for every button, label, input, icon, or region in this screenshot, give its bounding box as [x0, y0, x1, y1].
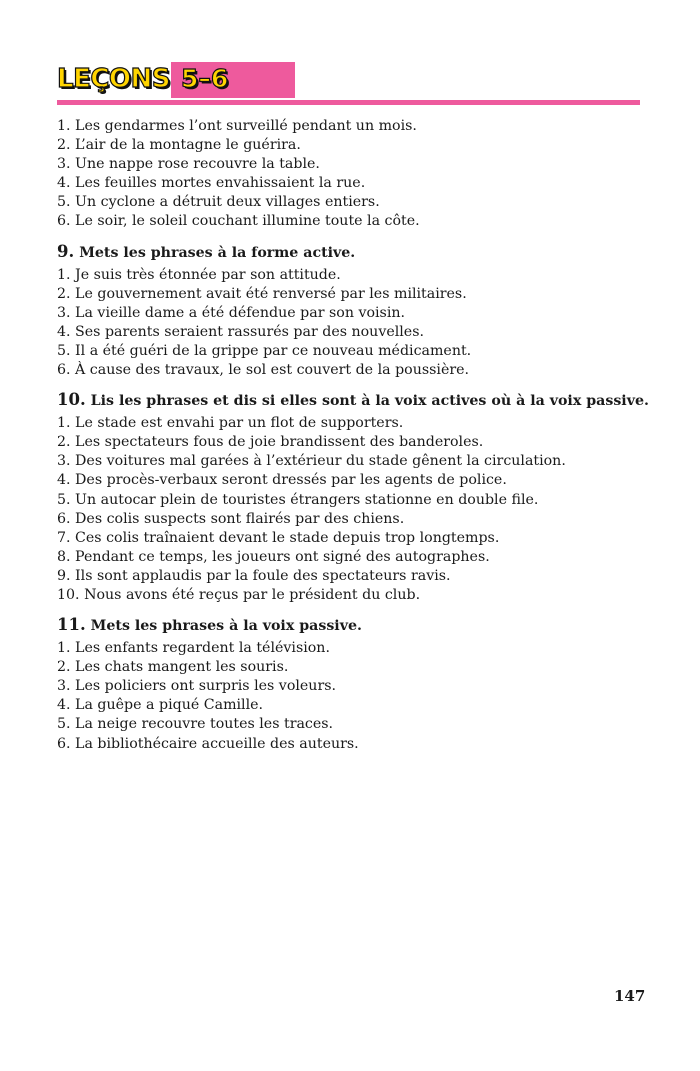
list-item: 2. Les chats mangent les souris.	[57, 659, 289, 676]
page-header	[57, 62, 640, 106]
list-item: 4. La guêpe a piqué Camille.	[57, 697, 264, 714]
list-item: 1. Les enfants regardent la télévision.	[57, 640, 330, 657]
page-number: 147	[614, 987, 646, 1005]
list-item: 6. À cause des travaux, le sol est couvert de la poussière.	[57, 362, 470, 379]
exercise-9-instruction: Mets les phrases à la forme active.	[79, 244, 356, 261]
list-item: 4. Des procès-verbaux seront dressés par les agents de police.	[57, 472, 507, 489]
list-item: 5. Il a été guéri de la grippe par ce nouveau médicament.	[57, 342, 472, 359]
list-item: 3. La vieille dame a été défendue par son voisin.	[57, 304, 406, 321]
list-item: 1. Les gendarmes l’ont surveillé pendant un mois.	[57, 118, 417, 134]
exercise-10-title	[57, 390, 647, 409]
list-item: 1. Je suis très étonnée par son attitude.	[57, 266, 341, 283]
exercise-11-number: 11.	[57, 615, 86, 635]
list-item: 2. Le gouvernement avait été renversé par les militaires.	[57, 285, 467, 302]
exercise-9-list	[57, 266, 647, 381]
exercise-10-instruction: Lis les phrases et dis si elles sont à la voix actives où à la voix passive.	[90, 393, 649, 410]
list-item: 4. Ses parents seraient rassurés par des nouvelles.	[57, 323, 424, 340]
list-item: 5. La neige recouvre toutes les traces.	[57, 716, 334, 733]
exercise-11-instruction: Mets les phrases à la voix passive.	[90, 618, 362, 635]
exercise-11-list	[57, 639, 647, 754]
list-item: 6. La bibliothécaire accueille des auteurs.	[57, 735, 359, 752]
list-item: 6. Des colis suspects sont flairés par des chiens.	[57, 510, 405, 527]
lesson-number-badge	[171, 62, 295, 98]
list-item: 3. Les policiers ont surpris les voleurs.	[57, 678, 337, 695]
lesson-title: LEÇONS	[57, 64, 170, 94]
list-item: 3. Une nappe rose recouvre la table.	[57, 156, 320, 173]
exercise-10-number: 10.	[57, 390, 86, 410]
list-item: 5. Un autocar plein de touristes étrangers stationne en double file.	[57, 491, 539, 508]
list-item: 10. Nous avons été reçus par le président du club.	[57, 586, 421, 603]
list-item: 5. Un cyclone a détruit deux villages entiers.	[57, 194, 380, 211]
lesson-number: 5–6	[181, 64, 229, 93]
page-content	[57, 117, 647, 754]
list-item: 4. Les feuilles mortes envahissaient la rue.	[57, 175, 366, 192]
list-item: 1. Le stade est envahi par un flot de supporters.	[57, 415, 404, 432]
list-item: 8. Pendant ce temps, les joueurs ont signé des autographes.	[57, 548, 490, 565]
list-item: 9. Ils sont applaudis par la foule des spectateurs ravis.	[57, 567, 451, 584]
intro-list	[57, 117, 647, 232]
list-item: 3. Des voitures mal garées à l’extérieur du stade gênent la circulation.	[57, 453, 566, 470]
exercise-9-number: 9.	[57, 241, 75, 261]
list-item: 7. Ces colis traînaient devant le stade depuis trop longtemps.	[57, 529, 500, 546]
list-item: 2. L’air de la montagne le guérira.	[57, 137, 301, 154]
exercise-10-list	[57, 414, 647, 605]
exercise-11-title	[57, 615, 647, 634]
list-item: 6. Le soir, le soleil couchant illumine toute la côte.	[57, 213, 420, 230]
list-item: 2. Les spectateurs fous de joie brandissent des banderoles.	[57, 434, 484, 451]
header-divider	[57, 100, 640, 105]
exercise-9-title	[57, 242, 647, 261]
